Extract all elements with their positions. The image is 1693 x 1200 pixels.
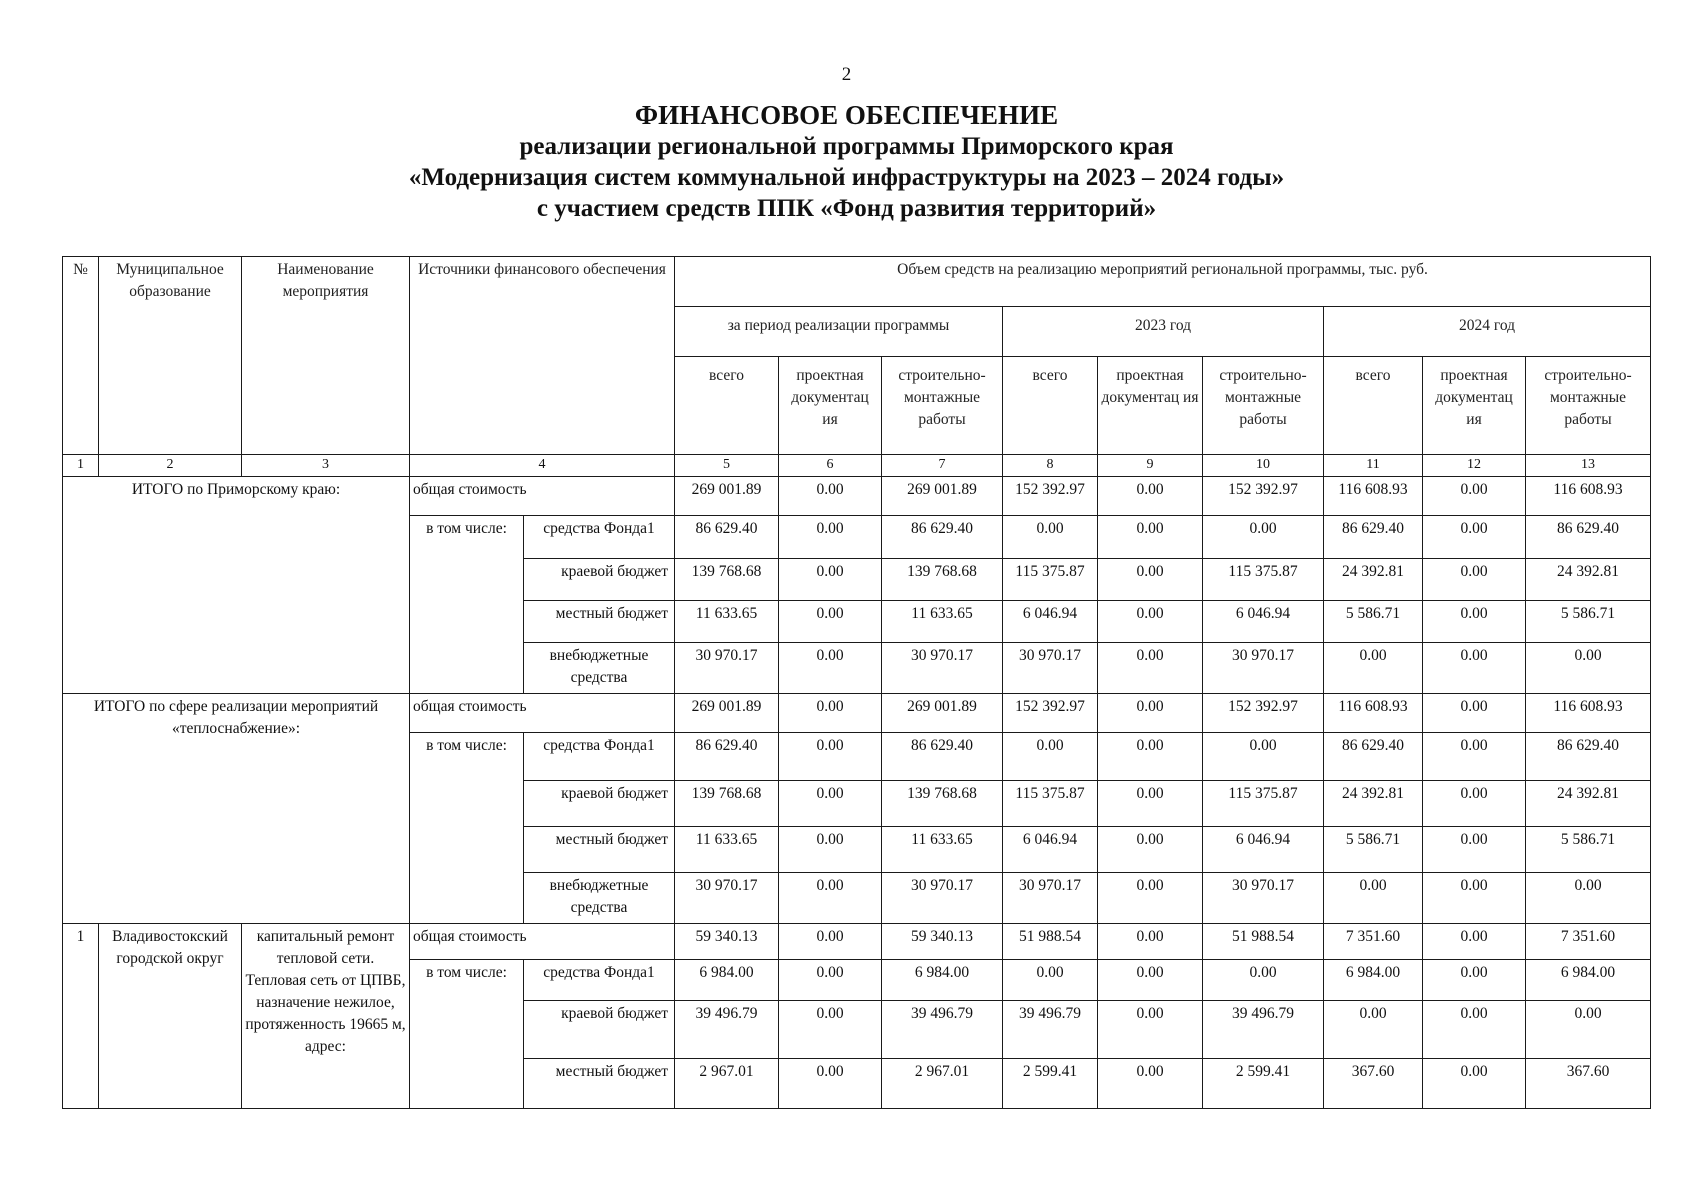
table-cell: 0.00 bbox=[1423, 694, 1526, 733]
row-label-fund: средства Фонда1 bbox=[524, 960, 675, 1001]
row-label-regional: краевой бюджет bbox=[524, 559, 675, 601]
table-cell: 5 586.71 bbox=[1526, 827, 1651, 873]
table-cell: 0.00 bbox=[779, 1059, 882, 1109]
header-col-total: всего bbox=[1003, 357, 1098, 455]
header-year-2023: 2023 год bbox=[1003, 307, 1324, 357]
table-cell: 6 984.00 bbox=[1324, 960, 1423, 1001]
row-label-extra: внебюджетные средства bbox=[524, 643, 675, 694]
table-cell: 0.00 bbox=[779, 924, 882, 960]
table-cell: 0.00 bbox=[1423, 733, 1526, 781]
table-cell: 6 984.00 bbox=[882, 960, 1003, 1001]
table-cell: 0.00 bbox=[1098, 924, 1203, 960]
table-cell: 139 768.68 bbox=[882, 781, 1003, 827]
table-cell: 139 768.68 bbox=[675, 781, 779, 827]
title-line-4: с участием средств ППК «Фонд развития территорий» bbox=[536, 195, 1157, 222]
row-label-including: в том числе: bbox=[410, 516, 524, 694]
table-row bbox=[63, 477, 1651, 516]
table-cell: 116 608.93 bbox=[1324, 477, 1423, 516]
table-cell: 6 046.94 bbox=[1003, 601, 1098, 643]
column-index: 6 bbox=[779, 455, 882, 477]
table-row bbox=[63, 694, 1651, 733]
table-cell: 367.60 bbox=[1324, 1059, 1423, 1109]
table-cell: 30 970.17 bbox=[1203, 643, 1324, 694]
table-cell: 2 599.41 bbox=[1003, 1059, 1098, 1109]
table-cell: 2 967.01 bbox=[675, 1059, 779, 1109]
header-period-total: за период реализации программы bbox=[675, 307, 1003, 357]
measure-name: капитальный ремонт тепловой сети. Тепловая сеть от ЦПВБ, назначение нежилое, протяженность 19665 м, адрес: bbox=[242, 924, 410, 1109]
table-cell: 0.00 bbox=[1423, 516, 1526, 559]
row-label-extra: внебюджетные средства bbox=[524, 873, 675, 924]
title-line-1: ФИНАНСОВОЕ ОБЕСПЕЧЕНИЕ bbox=[634, 100, 1059, 130]
table-cell: 0.00 bbox=[1423, 827, 1526, 873]
table-cell: 0.00 bbox=[1098, 873, 1203, 924]
table-cell: 30 970.17 bbox=[675, 873, 779, 924]
table-cell: 152 392.97 bbox=[1203, 477, 1324, 516]
header-col-construction: строительно-монтажные работы bbox=[1526, 357, 1651, 455]
column-index: 12 bbox=[1423, 455, 1526, 477]
table-cell: 2 967.01 bbox=[882, 1059, 1003, 1109]
table-cell: 0.00 bbox=[1098, 781, 1203, 827]
table-cell: 152 392.97 bbox=[1003, 477, 1098, 516]
table-cell: 86 629.40 bbox=[1324, 733, 1423, 781]
section-title: ИТОГО по Приморскому краю: bbox=[63, 477, 410, 694]
table-cell: 0.00 bbox=[1098, 516, 1203, 559]
table-cell: 86 629.40 bbox=[882, 516, 1003, 559]
table-cell: 0.00 bbox=[1423, 559, 1526, 601]
table-cell: 86 629.40 bbox=[675, 516, 779, 559]
header-col-design: проектная документац ия bbox=[1098, 357, 1203, 455]
column-index: 13 bbox=[1526, 455, 1651, 477]
table-cell: 0.00 bbox=[1526, 1001, 1651, 1059]
table-cell: 0.00 bbox=[779, 960, 882, 1001]
row-number: 1 bbox=[63, 924, 99, 1109]
table-cell: 0.00 bbox=[1324, 873, 1423, 924]
row-label-regional: краевой бюджет bbox=[524, 781, 675, 827]
table-cell: 30 970.17 bbox=[675, 643, 779, 694]
table-cell: 152 392.97 bbox=[1203, 694, 1324, 733]
table-cell: 11 633.65 bbox=[882, 601, 1003, 643]
header-municipality: Муниципальное образование bbox=[99, 257, 242, 455]
table-cell: 115 375.87 bbox=[1003, 781, 1098, 827]
table-cell: 139 768.68 bbox=[882, 559, 1003, 601]
table-cell: 86 629.40 bbox=[675, 733, 779, 781]
table-cell: 6 046.94 bbox=[1203, 601, 1324, 643]
row-label-including: в том числе: bbox=[410, 960, 524, 1109]
table-cell: 0.00 bbox=[779, 477, 882, 516]
column-index: 4 bbox=[410, 455, 675, 477]
table-cell: 6 046.94 bbox=[1003, 827, 1098, 873]
table-cell: 86 629.40 bbox=[1324, 516, 1423, 559]
table-cell: 0.00 bbox=[1098, 960, 1203, 1001]
table-cell: 0.00 bbox=[1098, 1001, 1203, 1059]
table-cell: 59 340.13 bbox=[882, 924, 1003, 960]
column-index: 8 bbox=[1003, 455, 1098, 477]
row-label-total-cost: общая стоимость bbox=[410, 477, 675, 516]
table-cell: 0.00 bbox=[779, 781, 882, 827]
column-index: 9 bbox=[1098, 455, 1203, 477]
table-cell: 0.00 bbox=[1423, 924, 1526, 960]
table-cell: 6 046.94 bbox=[1203, 827, 1324, 873]
header-col-total: всего bbox=[1324, 357, 1423, 455]
table-cell: 39 496.79 bbox=[1003, 1001, 1098, 1059]
table-cell: 152 392.97 bbox=[1003, 694, 1098, 733]
header-col-construction: строительно-монтажные работы bbox=[1203, 357, 1324, 455]
table-cell: 269 001.89 bbox=[675, 477, 779, 516]
header-year-2024: 2024 год bbox=[1324, 307, 1651, 357]
header-col-design: проектная документац ия bbox=[1423, 357, 1526, 455]
table-cell: 115 375.87 bbox=[1203, 559, 1324, 601]
table-cell: 30 970.17 bbox=[1203, 873, 1324, 924]
table-cell: 5 586.71 bbox=[1324, 827, 1423, 873]
header-volume: Объем средств на реализацию мероприятий региональной программы, тыс. руб. bbox=[675, 257, 1651, 307]
table-cell: 0.00 bbox=[779, 643, 882, 694]
table-cell: 30 970.17 bbox=[1003, 643, 1098, 694]
table-cell: 116 608.93 bbox=[1526, 477, 1651, 516]
table-cell: 269 001.89 bbox=[882, 477, 1003, 516]
table-cell: 7 351.60 bbox=[1324, 924, 1423, 960]
table-cell: 0.00 bbox=[1098, 477, 1203, 516]
table-cell: 86 629.40 bbox=[882, 733, 1003, 781]
title-line-2: реализации региональной программы Приморского края bbox=[519, 133, 1174, 160]
header-col-construction: строительно-монтажные работы bbox=[882, 357, 1003, 455]
column-index: 5 bbox=[675, 455, 779, 477]
table-cell: 7 351.60 bbox=[1526, 924, 1651, 960]
table-cell: 0.00 bbox=[779, 559, 882, 601]
table-cell: 0.00 bbox=[1423, 601, 1526, 643]
table-cell: 0.00 bbox=[779, 733, 882, 781]
table-cell: 6 984.00 bbox=[675, 960, 779, 1001]
table-cell: 30 970.17 bbox=[1003, 873, 1098, 924]
table-cell: 0.00 bbox=[1324, 643, 1423, 694]
table-cell: 0.00 bbox=[1003, 516, 1098, 559]
table-cell: 115 375.87 bbox=[1003, 559, 1098, 601]
table-cell: 0.00 bbox=[1203, 960, 1324, 1001]
table-cell: 0.00 bbox=[1098, 601, 1203, 643]
table-cell: 116 608.93 bbox=[1526, 694, 1651, 733]
header-measure: Наименование мероприятия bbox=[242, 257, 410, 455]
table-cell: 24 392.81 bbox=[1526, 781, 1651, 827]
table-cell: 0.00 bbox=[1324, 1001, 1423, 1059]
table-cell: 0.00 bbox=[1003, 960, 1098, 1001]
table-cell: 86 629.40 bbox=[1526, 516, 1651, 559]
table-cell: 0.00 bbox=[1098, 694, 1203, 733]
table-cell: 86 629.40 bbox=[1526, 733, 1651, 781]
table-cell: 24 392.81 bbox=[1526, 559, 1651, 601]
row-label-fund: средства Фонда1 bbox=[524, 516, 675, 559]
header-col-design: проектная документац ия bbox=[779, 357, 882, 455]
table-cell: 51 988.54 bbox=[1203, 924, 1324, 960]
table-cell: 11 633.65 bbox=[675, 601, 779, 643]
table-cell: 0.00 bbox=[1098, 827, 1203, 873]
table-cell: 0.00 bbox=[1423, 477, 1526, 516]
column-index: 10 bbox=[1203, 455, 1324, 477]
table-row bbox=[63, 924, 1651, 960]
table-cell: 39 496.79 bbox=[675, 1001, 779, 1059]
header-num: № bbox=[63, 257, 99, 455]
table-cell: 269 001.89 bbox=[882, 694, 1003, 733]
table-cell: 0.00 bbox=[1203, 733, 1324, 781]
table-cell: 11 633.65 bbox=[882, 827, 1003, 873]
table-cell: 11 633.65 bbox=[675, 827, 779, 873]
table-cell: 5 586.71 bbox=[1526, 601, 1651, 643]
table-cell: 0.00 bbox=[1423, 781, 1526, 827]
table-cell: 0.00 bbox=[779, 873, 882, 924]
table-cell: 30 970.17 bbox=[882, 873, 1003, 924]
table-cell: 0.00 bbox=[1423, 643, 1526, 694]
header-col-total: всего bbox=[675, 357, 779, 455]
row-label-including: в том числе: bbox=[410, 733, 524, 924]
row-label-fund: средства Фонда1 bbox=[524, 733, 675, 781]
table-cell: 0.00 bbox=[779, 694, 882, 733]
table-cell: 0.00 bbox=[1526, 873, 1651, 924]
table-cell: 0.00 bbox=[1203, 516, 1324, 559]
row-label-local: местный бюджет bbox=[524, 601, 675, 643]
table-cell: 24 392.81 bbox=[1324, 559, 1423, 601]
page-number: 2 bbox=[841, 64, 852, 85]
column-index: 3 bbox=[242, 455, 410, 477]
table-cell: 2 599.41 bbox=[1203, 1059, 1324, 1109]
table-cell: 115 375.87 bbox=[1203, 781, 1324, 827]
table-cell: 367.60 bbox=[1526, 1059, 1651, 1109]
table-cell: 39 496.79 bbox=[882, 1001, 1003, 1059]
table-cell: 0.00 bbox=[1098, 1059, 1203, 1109]
column-index: 11 bbox=[1324, 455, 1423, 477]
table-cell: 6 984.00 bbox=[1526, 960, 1651, 1001]
row-label-total-cost: общая стоимость bbox=[410, 924, 675, 960]
table-cell: 5 586.71 bbox=[1324, 601, 1423, 643]
table-cell: 0.00 bbox=[779, 827, 882, 873]
table-cell: 116 608.93 bbox=[1324, 694, 1423, 733]
header-sources: Источники финансового обеспечения bbox=[410, 257, 675, 455]
table-cell: 0.00 bbox=[1423, 960, 1526, 1001]
table-cell: 24 392.81 bbox=[1324, 781, 1423, 827]
table-cell: 51 988.54 bbox=[1003, 924, 1098, 960]
table-cell: 0.00 bbox=[1098, 733, 1203, 781]
title-line-3: «Модернизация систем коммунальной инфраструктуры на 2023 – 2024 годы» bbox=[408, 164, 1285, 191]
column-index: 7 bbox=[882, 455, 1003, 477]
table-cell: 0.00 bbox=[779, 601, 882, 643]
table-cell: 0.00 bbox=[1098, 559, 1203, 601]
row-label-total-cost: общая стоимость bbox=[410, 694, 675, 733]
table-cell: 139 768.68 bbox=[675, 559, 779, 601]
table-cell: 0.00 bbox=[1423, 1001, 1526, 1059]
table-cell: 0.00 bbox=[1423, 1059, 1526, 1109]
section-title: ИТОГО по сфере реализации мероприятий «теплоснабжение»: bbox=[63, 694, 410, 924]
table-cell: 0.00 bbox=[1003, 733, 1098, 781]
table-cell: 0.00 bbox=[779, 516, 882, 559]
row-label-regional: краевой бюджет bbox=[524, 1001, 675, 1059]
table-cell: 269 001.89 bbox=[675, 694, 779, 733]
table-cell: 0.00 bbox=[1526, 643, 1651, 694]
column-index: 1 bbox=[63, 455, 99, 477]
table-cell: 59 340.13 bbox=[675, 924, 779, 960]
table-cell: 0.00 bbox=[779, 1001, 882, 1059]
table-cell: 39 496.79 bbox=[1203, 1001, 1324, 1059]
table-cell: 0.00 bbox=[1098, 643, 1203, 694]
document-title bbox=[0, 100, 1693, 224]
municipality-name: Владивостокский городской округ bbox=[99, 924, 242, 1109]
financing-table bbox=[62, 256, 1651, 1109]
table-cell: 0.00 bbox=[1423, 873, 1526, 924]
row-label-local: местный бюджет bbox=[524, 1059, 675, 1109]
column-index: 2 bbox=[99, 455, 242, 477]
row-label-local: местный бюджет bbox=[524, 827, 675, 873]
table-cell: 30 970.17 bbox=[882, 643, 1003, 694]
